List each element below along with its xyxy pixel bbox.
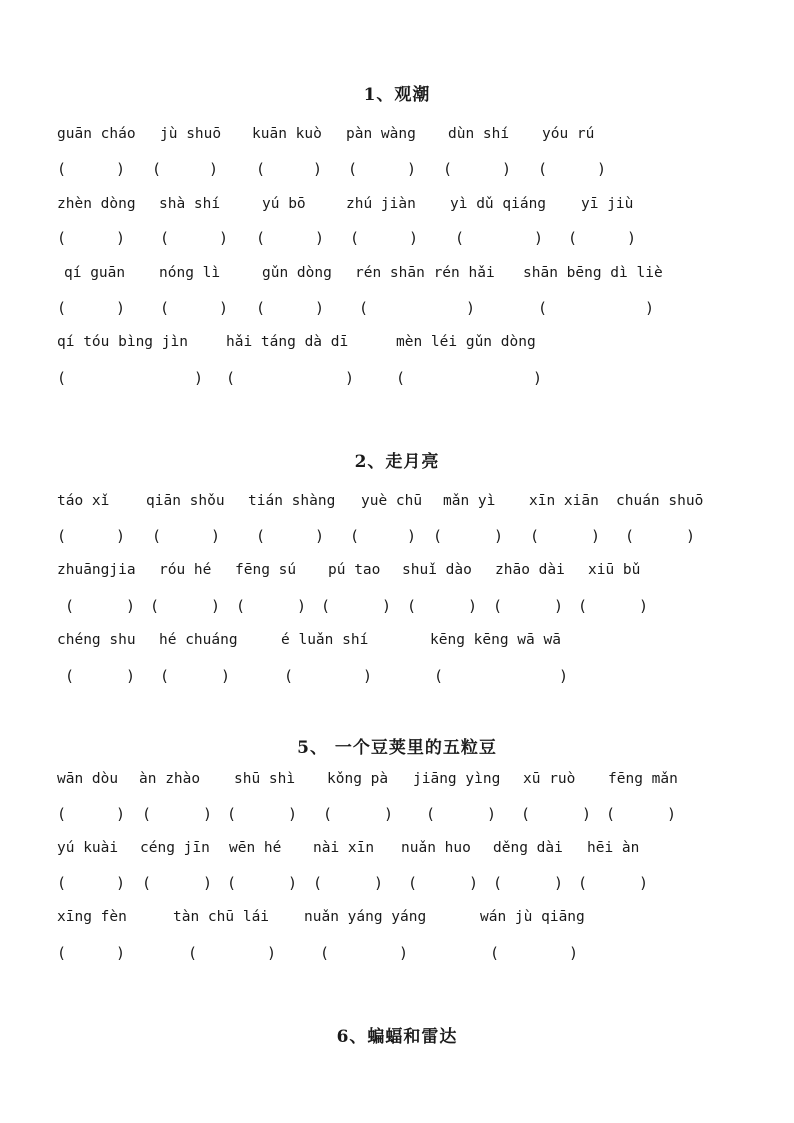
pinyin-word: xiū bǔ (588, 562, 641, 578)
answer-blank[interactable]: ( ) (284, 667, 372, 685)
answer-blank[interactable]: ( ) (606, 805, 676, 823)
pinyin-word: xīn xiān (529, 493, 599, 509)
answer-blank[interactable]: ( ) (160, 299, 228, 317)
answer-blank[interactable]: ( ) (160, 229, 228, 247)
pinyin-word: róu hé (159, 562, 212, 578)
answer-blank[interactable]: ( ) (433, 527, 503, 545)
answer-blank[interactable]: ( ) (455, 229, 543, 247)
answer-blank[interactable]: ( ) (538, 160, 606, 178)
answer-blank[interactable]: ( ) (578, 874, 648, 892)
pinyin-word: qiān shǒu (146, 493, 225, 509)
answer-blank[interactable]: ( ) (321, 597, 391, 615)
answer-blank[interactable]: ( ) (256, 527, 324, 545)
answer-blank[interactable]: ( ) (57, 874, 125, 892)
pinyin-word: pú tao (328, 562, 381, 578)
answer-blank[interactable]: ( ) (490, 944, 578, 962)
pinyin-word: shà shí (159, 196, 221, 212)
answer-blank[interactable]: ( ) (625, 527, 695, 545)
answer-blank[interactable]: ( ) (256, 229, 324, 247)
answer-blank[interactable]: ( ) (65, 597, 135, 615)
pinyin-word: wán jù qiāng (480, 909, 585, 925)
pinyin-word: shuǐ dào (402, 562, 472, 578)
pinyin-word: é luǎn shí (281, 632, 369, 648)
answer-blank[interactable]: ( ) (434, 667, 568, 685)
pinyin-row (0, 628, 794, 652)
pinyin-word: jù shuō (160, 126, 222, 142)
answer-blank[interactable]: ( ) (313, 874, 383, 892)
answer-row (0, 296, 794, 320)
answer-row (0, 226, 794, 250)
pinyin-word: kuān kuò (252, 126, 322, 142)
pinyin-word: yóu rú (542, 126, 595, 142)
pinyin-row (0, 192, 794, 216)
answer-blank[interactable]: ( ) (396, 369, 542, 387)
pinyin-word: hé chuáng (159, 632, 238, 648)
answer-row (0, 664, 794, 688)
pinyin-word: yú bō (262, 196, 306, 212)
answer-blank[interactable]: ( ) (57, 805, 125, 823)
answer-blank[interactable]: ( ) (57, 160, 125, 178)
answer-blank[interactable]: ( ) (320, 944, 408, 962)
pinyin-word: guān cháo (57, 126, 136, 142)
answer-blank[interactable]: ( ) (256, 160, 322, 178)
answer-blank[interactable]: ( ) (521, 805, 591, 823)
pinyin-word: pàn wàng (346, 126, 416, 142)
pinyin-word: yì dǔ qiáng (450, 196, 547, 212)
pinyin-word: wēn hé (229, 840, 282, 856)
answer-blank[interactable]: ( ) (568, 229, 636, 247)
pinyin-row (0, 905, 794, 929)
pinyin-word: kǒng pà (327, 771, 389, 787)
answer-blank[interactable]: ( ) (150, 597, 220, 615)
answer-blank[interactable]: ( ) (256, 299, 324, 317)
pinyin-word: táo xǐ (57, 493, 110, 509)
pinyin-word: fēng sú (235, 562, 297, 578)
section-title-bianfu: 6、蝙蝠和雷达 (336, 1027, 458, 1047)
pinyin-row (0, 122, 794, 146)
answer-blank[interactable]: ( ) (530, 527, 600, 545)
section-title-zouyueliang: 2、走月亮 (354, 452, 440, 472)
pinyin-row (0, 558, 794, 582)
answer-blank[interactable]: ( ) (57, 369, 203, 387)
answer-row (0, 871, 794, 895)
answer-blank[interactable]: ( ) (443, 160, 511, 178)
pinyin-word: rén shān rén hǎi (355, 265, 495, 281)
pinyin-word: shū shì (234, 771, 296, 787)
pinyin-word: shān bēng dì liè (523, 265, 663, 281)
pinyin-word: qí guān (64, 265, 126, 281)
answer-blank[interactable]: ( ) (350, 527, 416, 545)
answer-row (0, 802, 794, 826)
pinyin-word: zhèn dòng (57, 196, 136, 212)
pinyin-word: nuǎn yáng yáng (304, 909, 427, 925)
pinyin-word: nài xīn (313, 840, 375, 856)
answer-blank[interactable]: ( ) (350, 229, 418, 247)
pinyin-word: jiāng yìng (413, 771, 501, 787)
answer-row (0, 594, 794, 618)
pinyin-word: mèn léi gǔn dòng (396, 334, 536, 350)
pinyin-row (0, 767, 794, 791)
pinyin-word: kēng kēng wā wā (430, 632, 561, 648)
answer-blank[interactable]: ( ) (142, 874, 212, 892)
pinyin-word: nuǎn huo (401, 840, 471, 856)
answer-blank[interactable]: ( ) (407, 597, 477, 615)
pinyin-row (0, 836, 794, 860)
answer-blank[interactable]: ( ) (408, 874, 478, 892)
answer-blank[interactable]: ( ) (152, 527, 220, 545)
pinyin-word: zhuāngjia (57, 562, 136, 578)
pinyin-word: yuè chū (361, 493, 423, 509)
pinyin-word: xū ruò (523, 771, 576, 787)
answer-blank[interactable]: ( ) (57, 944, 125, 962)
pinyin-word: fēng mǎn (608, 771, 678, 787)
pinyin-row (0, 261, 794, 285)
pinyin-word: tián shàng (248, 493, 336, 509)
answer-blank[interactable]: ( ) (226, 369, 354, 387)
pinyin-word: děng dài (493, 840, 563, 856)
answer-blank[interactable]: ( ) (227, 805, 297, 823)
answer-blank[interactable]: ( ) (236, 597, 306, 615)
pinyin-row (0, 489, 794, 513)
answer-blank[interactable]: ( ) (152, 160, 218, 178)
section-title-doujia: 5、 一个豆荚里的五粒豆 (297, 738, 497, 758)
answer-blank[interactable]: ( ) (323, 805, 393, 823)
pinyin-word: gǔn dòng (262, 265, 332, 281)
pinyin-word: qí tóu bìng jìn (57, 334, 188, 350)
answer-blank[interactable]: ( ) (426, 805, 496, 823)
pinyin-word: céng jīn (140, 840, 210, 856)
pinyin-word: hǎi táng dà dī (226, 334, 349, 350)
pinyin-word: chéng shu (57, 632, 136, 648)
answer-row (0, 157, 794, 181)
pinyin-word: tàn chū lái (173, 909, 270, 925)
answer-blank[interactable]: ( ) (57, 299, 125, 317)
pinyin-word: chuán shuō (616, 493, 704, 509)
pinyin-word: àn zhào (139, 771, 201, 787)
answer-blank[interactable]: ( ) (348, 160, 416, 178)
answer-blank[interactable]: ( ) (57, 229, 125, 247)
answer-blank[interactable]: ( ) (142, 805, 212, 823)
answer-row (0, 524, 794, 548)
answer-blank[interactable]: ( ) (160, 667, 230, 685)
pinyin-word: nóng lì (159, 265, 221, 281)
pinyin-word: xīng fèn (57, 909, 127, 925)
pinyin-word: wān dòu (57, 771, 119, 787)
pinyin-word: mǎn yì (443, 493, 496, 509)
pinyin-word: yú kuài (57, 840, 119, 856)
answer-blank[interactable]: ( ) (227, 874, 297, 892)
answer-blank[interactable]: ( ) (538, 299, 654, 317)
answer-row (0, 366, 794, 390)
answer-blank[interactable]: ( ) (359, 299, 475, 317)
pinyin-word: yī jiù (581, 196, 634, 212)
answer-blank[interactable]: ( ) (493, 597, 563, 615)
pinyin-word: dùn shí (448, 126, 510, 142)
answer-blank[interactable]: ( ) (493, 874, 563, 892)
pinyin-word: hēi àn (587, 840, 640, 856)
answer-row (0, 941, 794, 965)
answer-blank[interactable]: ( ) (188, 944, 276, 962)
pinyin-word: zhāo dài (495, 562, 565, 578)
answer-blank[interactable]: ( ) (57, 527, 125, 545)
pinyin-word: zhú jiàn (346, 196, 416, 212)
section-title-guanchao: 1、观潮 (363, 85, 431, 105)
answer-blank[interactable]: ( ) (65, 667, 135, 685)
answer-blank[interactable]: ( ) (578, 597, 648, 615)
pinyin-row (0, 330, 794, 354)
